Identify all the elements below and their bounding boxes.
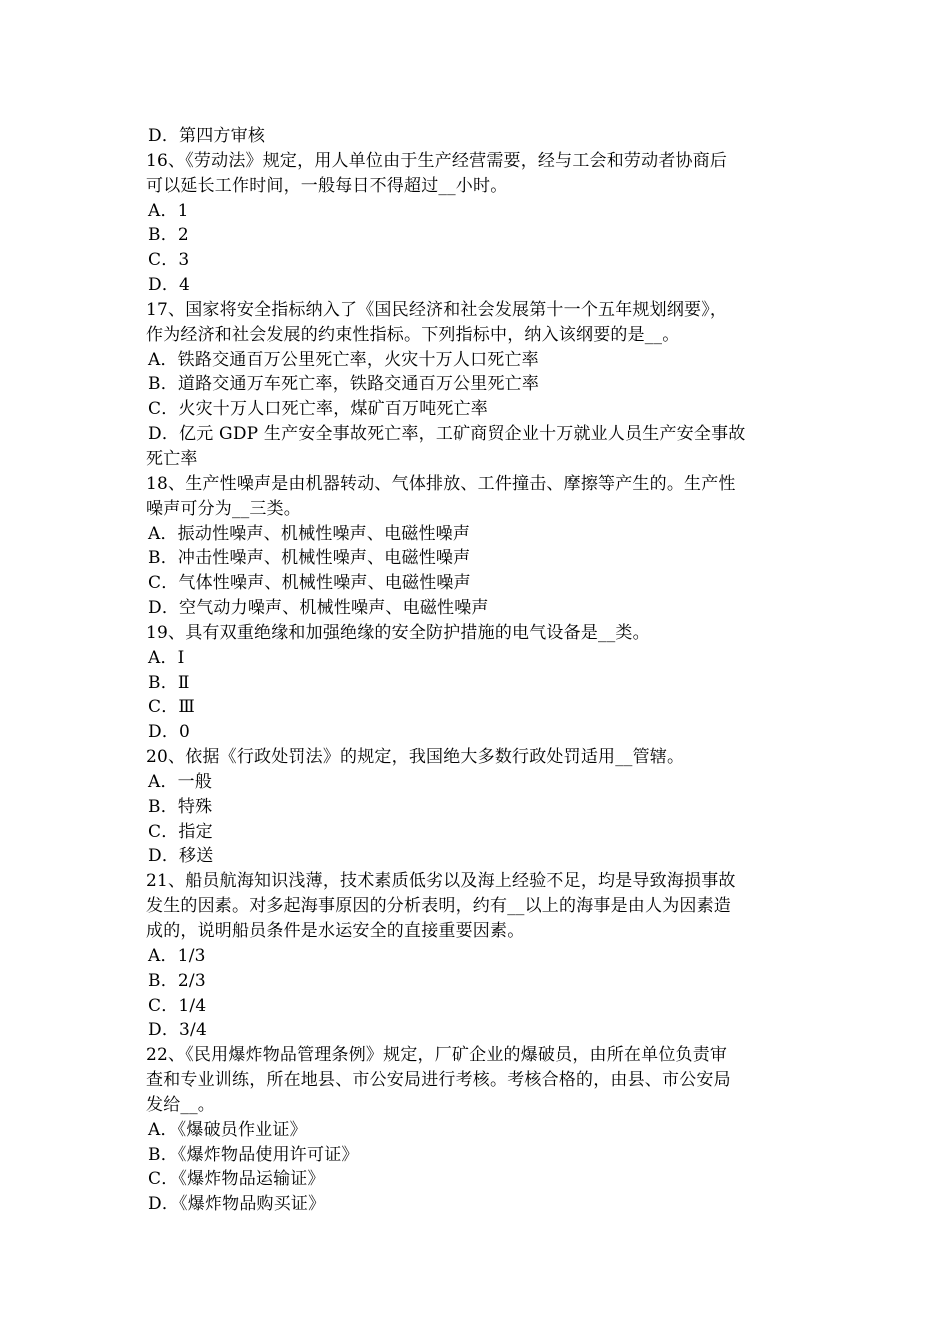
document-page [146,124,810,1217]
answer-option-line: A．1/3 [148,945,206,966]
question-text-line: 21、船员航海知识浅薄，技术素质低劣以及海上经验不足，均是导致海损事故 [146,871,736,892]
answer-option-line: D．0 [148,722,191,743]
question-text-line: 噪声可分为__三类。 [146,498,301,519]
answer-option-line: C．1/4 [148,995,207,1016]
answer-option-line: B．Ⅱ [148,672,190,693]
question-text-line: 作为经济和社会发展的约束性指标。下列指标中，纳入该纲要的是__。 [146,324,680,345]
question-text-line: 17、国家将安全指标纳入了《国民经济和社会发展第十一个五年规划纲要》， [146,299,728,320]
answer-option-line: D．亿元 GDP 生产安全事故死亡率，工矿商贸企业十万就业人员生产安全事故 [148,424,746,445]
answer-option-line: B．2/3 [148,970,206,991]
answer-option-line: C．《爆炸物品运输证》 [148,1169,325,1190]
answer-option-line: B．特殊 [148,796,213,817]
answer-option-line: D．《爆炸物品购买证》 [148,1194,326,1215]
answer-option-line: C．火灾十万人口死亡率，煤矿百万吨死亡率 [148,399,489,420]
question-text-line: 16、《劳动法》规定，用人单位由于生产经营需要，经与工会和劳动者协商后 [146,150,728,171]
question-text-line: 20、依据《行政处罚法》的规定，我国绝大多数行政处罚适用__管辖。 [146,747,685,768]
question-text-line: 可以延长工作时间，一般每日不得超过__小时。 [146,175,508,196]
answer-option-line: C．指定 [148,821,213,842]
answer-option-line: B．《爆炸物品使用许可证》 [148,1144,359,1165]
question-text-line: 死亡率 [146,448,198,469]
question-text-line: 19、具有双重绝缘和加强绝缘的安全防护措施的电气设备是__类。 [146,622,650,643]
question-text-line: 发给__。 [146,1094,215,1115]
answer-option-line: A．Ⅰ [148,647,185,668]
answer-option-line: C．Ⅲ [148,697,196,718]
answer-option-line: D．第四方审核 [148,126,266,146]
question-text-line: 18、生产性噪声是由机器转动、气体排放、工件撞击、摩擦等产生的。生产性 [146,473,736,494]
question-text-line: 成的，说明船员条件是水运安全的直接重要因素。 [146,921,525,941]
answer-option-line: B．2 [148,225,189,246]
answer-option-line: A．1 [148,200,189,221]
answer-option-line: A．《爆破员作业证》 [148,1119,307,1140]
answer-option-line: D．3/4 [148,1020,207,1041]
question-text-line: 发生的因素。对多起海事原因的分析表明，约有__以上的海事是由人为因素造 [146,896,731,917]
answer-option-line: B．道路交通万车死亡率，铁路交通百万公里死亡率 [148,374,540,395]
answer-option-line: D．空气动力噪声、机械性噪声、电磁性噪声 [148,598,489,619]
answer-option-line: C．气体性噪声、机械性噪声、电磁性噪声 [148,573,471,594]
answer-option-line: A．振动性噪声、机械性噪声、电磁性噪声 [148,523,471,544]
answer-option-line: A．一般 [148,771,213,792]
question-text-line: 查和专业训练，所在地县、市公安局进行考核。考核合格的，由县、市公安局 [146,1070,731,1091]
answer-option-line: D．移送 [148,846,214,867]
answer-option-line: B．冲击性噪声、机械性噪声、电磁性噪声 [148,548,471,569]
answer-option-line: C．3 [148,250,190,271]
answer-option-line: D．4 [148,275,191,296]
question-text-line: 22、《民用爆炸物品管理条例》规定，厂矿企业的爆破员，由所在单位负责审 [146,1045,728,1066]
answer-option-line: A．铁路交通百万公里死亡率，火灾十万人口死亡率 [148,349,539,370]
